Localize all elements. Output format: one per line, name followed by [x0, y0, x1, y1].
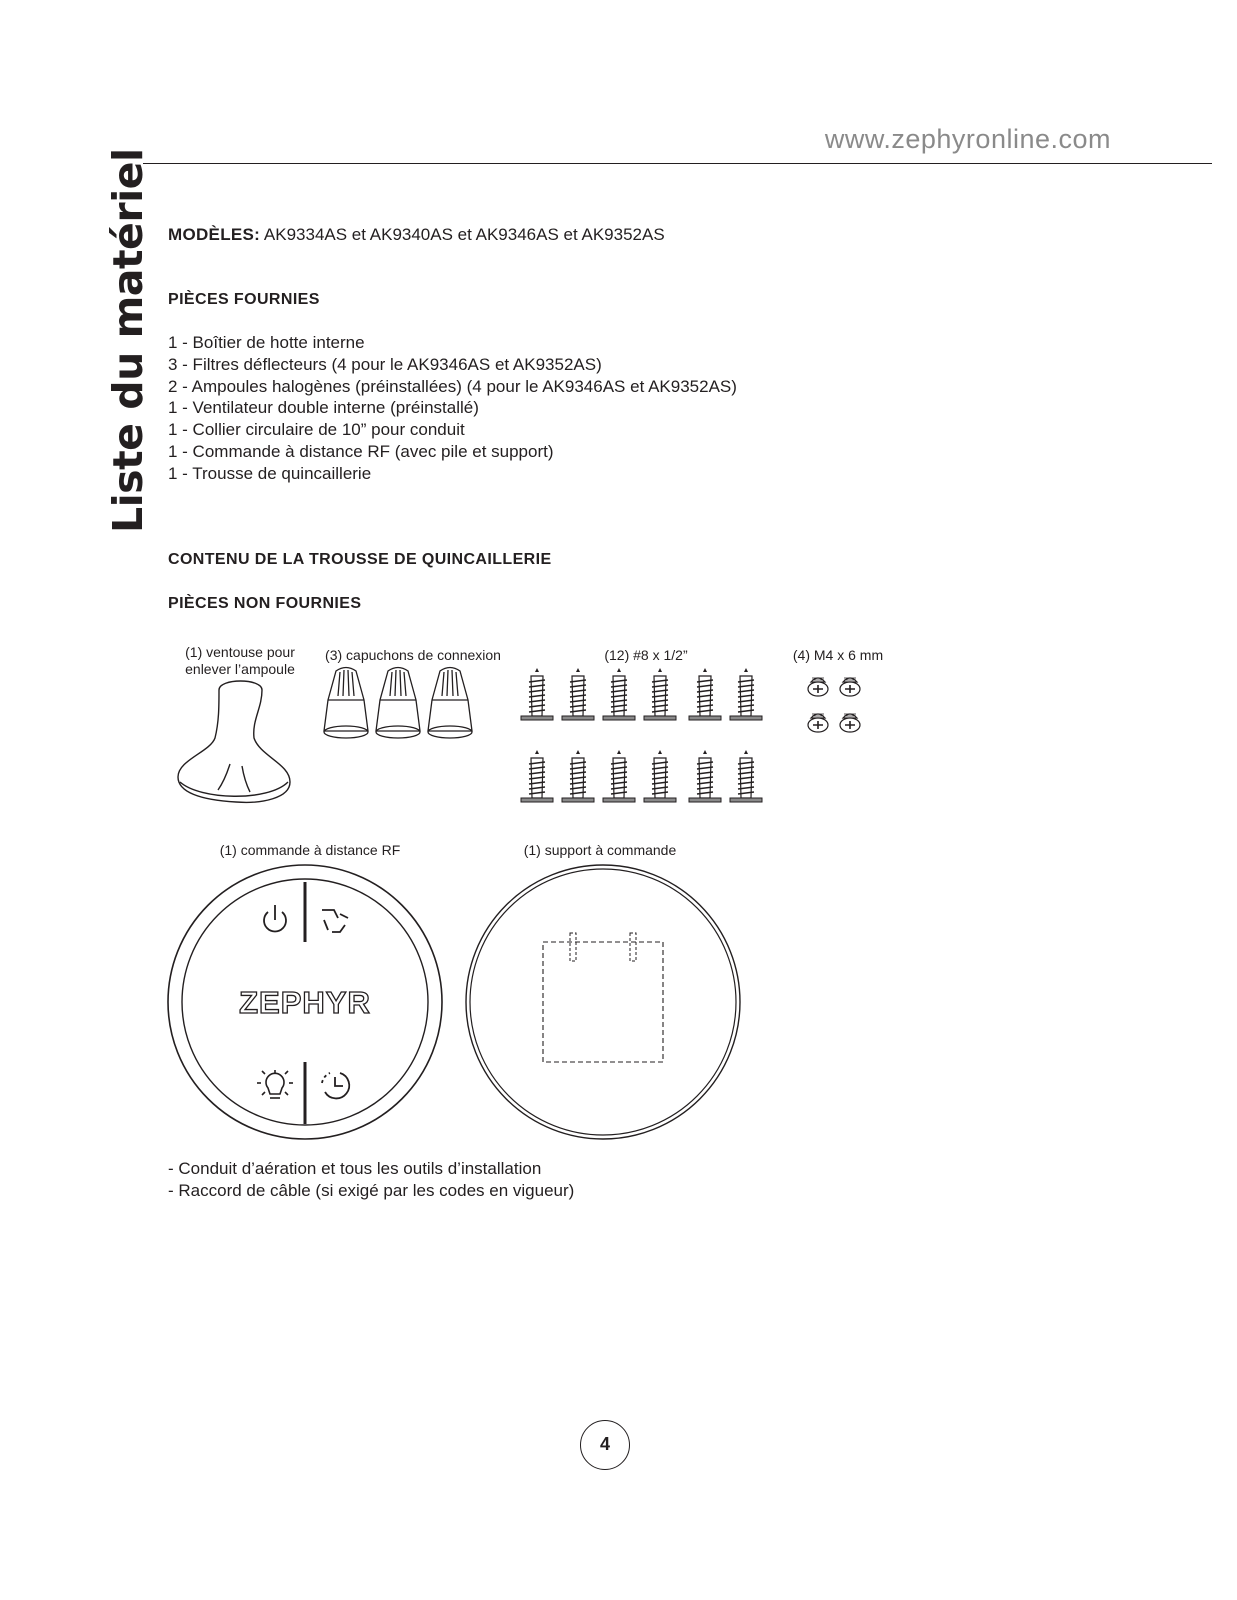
heading-supplied: PIÈCES FOURNIES [168, 291, 320, 308]
page-number: 4 [580, 1420, 630, 1470]
screws-drawing [521, 668, 762, 802]
not-supplied-list [168, 1158, 574, 1202]
list-item: 1 - Ventilateur double interne (préinstallé) [168, 398, 479, 418]
fan-icon [322, 910, 348, 932]
m4-screws-drawing [808, 678, 860, 732]
caption-line: enlever l’ampoule [185, 661, 295, 677]
list-item: - Conduit d’aération et tous les outils d’installation [168, 1159, 542, 1178]
list-item: 1 - Trousse de quincaillerie [168, 463, 372, 483]
website-url: www.zephyronline.com [824, 124, 1111, 154]
remote-holder-drawing [466, 865, 740, 1139]
caption-line: (1) ventouse pour [185, 644, 295, 660]
caption-remote: (1) commande à distance RF [219, 842, 401, 858]
power-icon [264, 905, 286, 931]
caption-m4-screws: (4) M4 x 6 mm [792, 647, 884, 663]
models-value: AK9334AS et AK9340AS et AK9346AS et AK9352AS [260, 225, 665, 244]
models-label: MODÈLES: [168, 225, 261, 244]
caption-screws: (12) #8 x 1/2” [604, 647, 688, 663]
suction-cup-drawing [178, 681, 290, 802]
list-item: 3 - Filtres déflecteurs (4 pour le AK9346AS et AK9352AS) [168, 354, 602, 374]
list-item: 2 - Ampoules halogènes (préinstallées) (4 pour le AK9346AS et AK9352AS) [168, 376, 737, 396]
light-icon [257, 1070, 293, 1098]
timer-icon [322, 1073, 349, 1098]
caption-wire-caps: (3) capuchons de connexion [325, 647, 501, 663]
list-item: - Raccord de câble (si exigé par les codes en vigueur) [168, 1181, 575, 1200]
list-item: 1 - Collier circulaire de 10” pour conduit [168, 420, 465, 440]
heading-not-supplied: PIÈCES NON FOURNIES [168, 595, 362, 612]
wire-caps-drawing [324, 668, 472, 739]
caption-holder: (1) support à commande [523, 842, 677, 858]
side-title-text: Liste du matériel [104, 148, 152, 533]
list-item: 1 - Boîtier de hotte interne [168, 333, 365, 352]
heading-hardware: CONTENU DE LA TROUSSE DE QUINCAILLERIE [168, 551, 552, 568]
remote-logo: ZEPHYR [239, 985, 371, 1020]
list-item: 1 - Commande à distance RF (avec pile et support) [168, 441, 554, 461]
